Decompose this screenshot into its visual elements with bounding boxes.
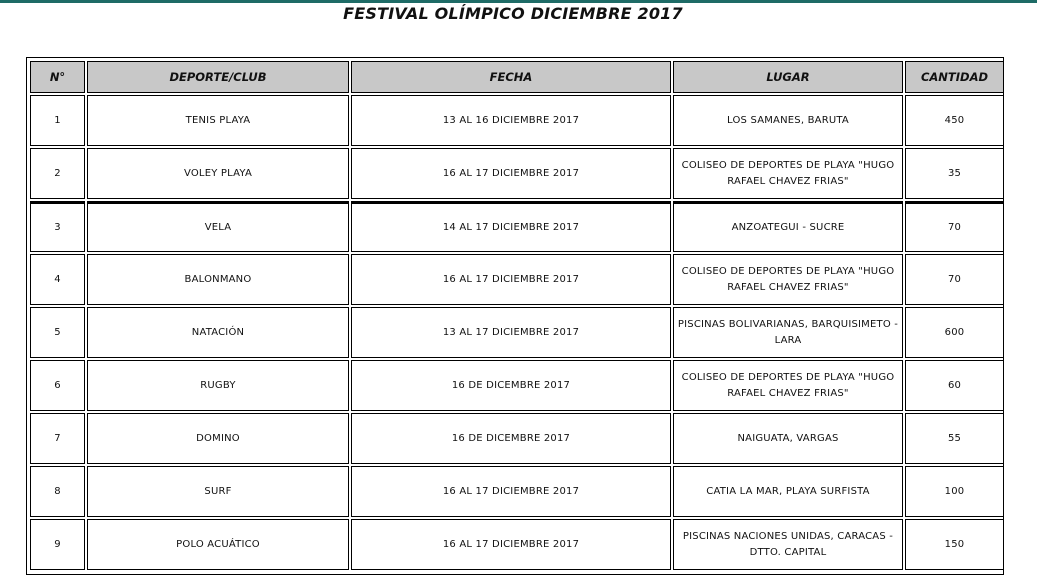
cell-date: 16 AL 17 DICIEMBRE 2017 — [351, 466, 671, 517]
table-row — [30, 360, 1004, 411]
cell-num: 6 — [30, 360, 85, 411]
cell-date: 13 AL 16 DICIEMBRE 2017 — [351, 95, 671, 146]
cell-date: 16 AL 17 DICIEMBRE 2017 — [351, 519, 671, 570]
cell-num: 7 — [30, 413, 85, 464]
top-rule — [0, 0, 1037, 3]
header-place: LUGAR — [673, 61, 903, 93]
cell-date: 16 DE DICEMBRE 2017 — [351, 360, 671, 411]
header-qty: CANTIDAD — [905, 61, 1004, 93]
cell-date: 14 AL 17 DICIEMBRE 2017 — [351, 201, 671, 252]
cell-num: 1 — [30, 95, 85, 146]
cell-place: NAIGUATA, VARGAS — [673, 413, 903, 464]
cell-place: PISCINAS NACIONES UNIDAS, CARACAS - DTTO. CAPITAL — [673, 519, 903, 570]
table-row — [30, 148, 1004, 199]
cell-sport: POLO ACUÁTICO — [87, 519, 349, 570]
cell-num: 8 — [30, 466, 85, 517]
cell-sport: BALONMANO — [87, 254, 349, 305]
cell-place: LOS SAMANES, BARUTA — [673, 95, 903, 146]
cell-place: ANZOATEGUI - SUCRE — [673, 201, 903, 252]
cell-sport: DOMINO — [87, 413, 349, 464]
cell-sport: VELA — [87, 201, 349, 252]
cell-qty: 600 — [905, 307, 1004, 358]
cell-date: 16 AL 17 DICIEMBRE 2017 — [351, 254, 671, 305]
table-row — [30, 307, 1004, 358]
table-row — [30, 519, 1004, 570]
cell-sport: SURF — [87, 466, 349, 517]
header-row — [30, 61, 1004, 93]
cell-qty: 100 — [905, 466, 1004, 517]
cell-num: 4 — [30, 254, 85, 305]
cell-sport: VOLEY PLAYA — [87, 148, 349, 199]
cell-qty: 60 — [905, 360, 1004, 411]
table-row — [30, 201, 1004, 252]
cell-num: 9 — [30, 519, 85, 570]
cell-place: COLISEO DE DEPORTES DE PLAYA "HUGO RAFAEL CHAVEZ FRIAS" — [673, 360, 903, 411]
cell-place: PISCINAS BOLIVARIANAS, BARQUISIMETO - LARA — [673, 307, 903, 358]
cell-num: 2 — [30, 148, 85, 199]
cell-place: COLISEO DE DEPORTES DE PLAYA "HUGO RAFAEL CHAVEZ FRIAS" — [673, 254, 903, 305]
cell-qty: 70 — [905, 254, 1004, 305]
table-row — [30, 466, 1004, 517]
cell-qty: 35 — [905, 148, 1004, 199]
table-frame — [26, 57, 1004, 575]
header-sport: DEPORTE/CLUB — [87, 61, 349, 93]
cell-date: 13 AL 17 DICIEMBRE 2017 — [351, 307, 671, 358]
table-row — [30, 95, 1004, 146]
cell-qty: 150 — [905, 519, 1004, 570]
cell-qty: 55 — [905, 413, 1004, 464]
cell-num: 5 — [30, 307, 85, 358]
cell-sport: TENIS PLAYA — [87, 95, 349, 146]
cell-place: CATIA LA MAR, PLAYA SURFISTA — [673, 466, 903, 517]
header-num: N° — [30, 61, 85, 93]
cell-date: 16 DE DICEMBRE 2017 — [351, 413, 671, 464]
cell-date: 16 AL 17 DICIEMBRE 2017 — [351, 148, 671, 199]
cell-sport: NATACIÓN — [87, 307, 349, 358]
events-table — [28, 59, 1006, 572]
cell-place: COLISEO DE DEPORTES DE PLAYA "HUGO RAFAEL CHAVEZ FRIAS" — [673, 148, 903, 199]
cell-num: 3 — [30, 201, 85, 252]
table-row — [30, 413, 1004, 464]
header-date: FECHA — [351, 61, 671, 93]
page-title: FESTIVAL OLÍMPICO DICIEMBRE 2017 — [343, 4, 683, 23]
cell-qty: 70 — [905, 201, 1004, 252]
cell-sport: RUGBY — [87, 360, 349, 411]
table-row — [30, 254, 1004, 305]
cell-qty: 450 — [905, 95, 1004, 146]
